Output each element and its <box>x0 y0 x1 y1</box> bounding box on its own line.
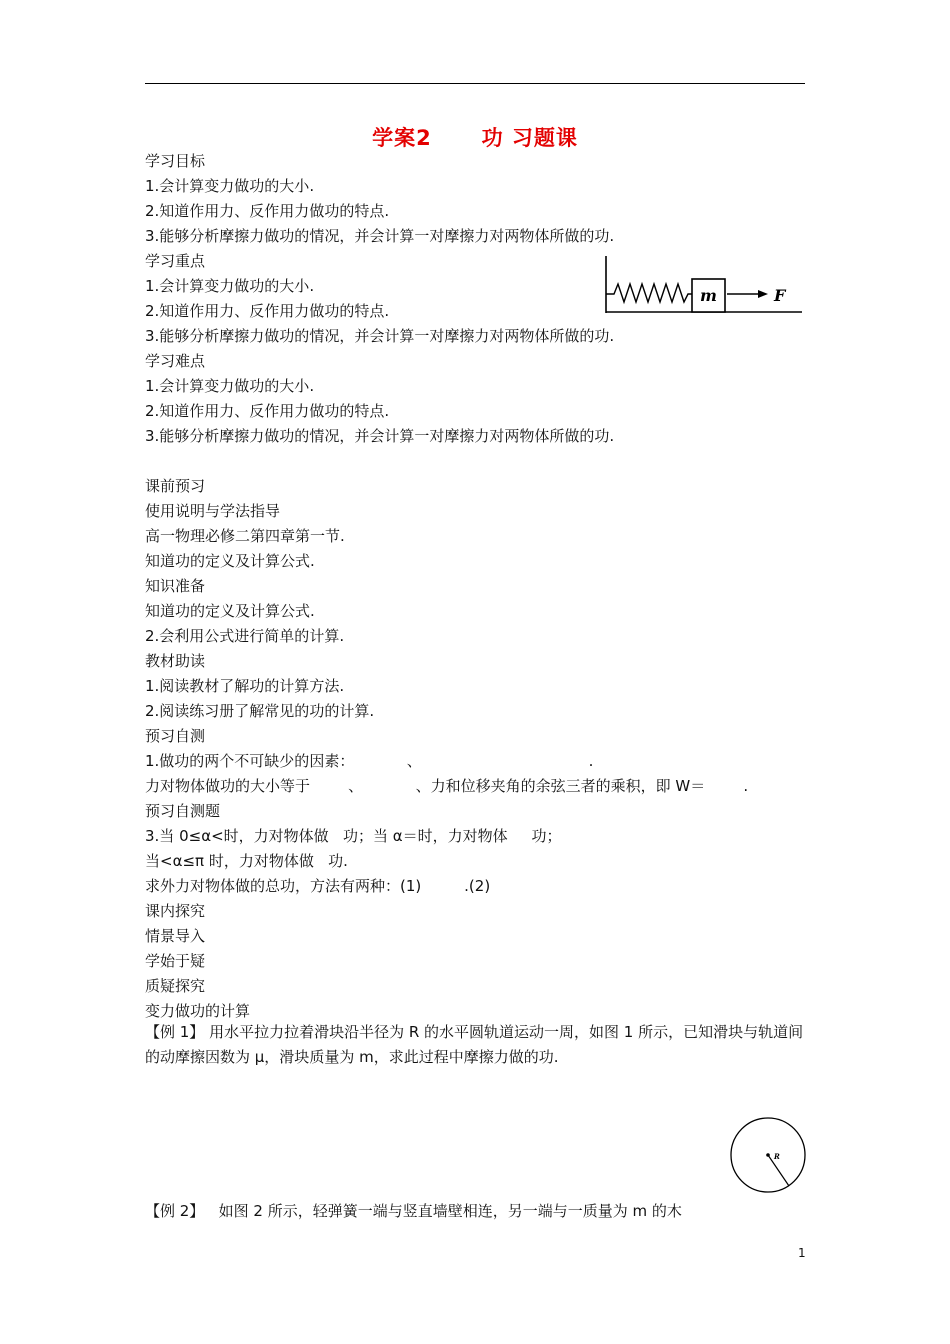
text-line: 学始于疑 <box>145 952 206 970</box>
text-line: 情景导入 <box>145 927 206 945</box>
text-line: 预习自测题 <box>145 802 221 820</box>
list-item: 3.能够分析摩擦力做功的情况，并会计算一对摩擦力对两物体所做的功. <box>145 227 615 245</box>
text-line: 2.阅读练习册了解常见的功的计算. <box>145 702 375 720</box>
page-title: 学案2 功 习题课 <box>372 126 578 150</box>
list-item: 2.知道作用力、反作用力做功的特点. <box>145 302 390 320</box>
text-line: 课内探究 <box>145 902 206 920</box>
text-line: 知识准备 <box>145 577 206 595</box>
example-1: 【例 1】 用水平拉力拉着滑块沿半径为 R 的水平圆轨道运动一周，如图 1 所示，已知滑块与轨道间的动摩擦因数为 μ，滑块质量为 m，求此过程中摩擦力做的功. <box>145 1023 804 1066</box>
list-item: 2.知道作用力、反作用力做功的特点. <box>145 402 390 420</box>
radius-label: R <box>774 1152 780 1161</box>
spring-block-figure <box>600 252 810 318</box>
section-heading: 学习目标 <box>145 152 206 170</box>
text-line: 2.会利用公式进行简单的计算. <box>145 627 345 645</box>
text-line: 3.当 0≤α<时，力对物体做 功；当 α＝时，力对物体 功； <box>145 827 562 845</box>
text-line: 1.做功的两个不可缺少的因素： 、 . <box>145 752 594 770</box>
list-item: 3.能够分析摩擦力做功的情况，并会计算一对摩擦力对两物体所做的功. <box>145 327 615 345</box>
list-item: 1.会计算变力做功的大小. <box>145 377 315 395</box>
text-line: 求外力对物体做的总功，方法有两种：(1) .(2) <box>145 877 491 895</box>
text-line: 预习自测 <box>145 727 206 745</box>
text-line: 教材助读 <box>145 652 206 670</box>
list-item: 2.知道作用力、反作用力做功的特点. <box>145 202 390 220</box>
force-label: F <box>774 286 786 305</box>
text-line: 当<α≤π 时，力对物体做 功. <box>145 852 348 870</box>
text-line: 变力做功的计算 <box>145 1002 251 1020</box>
text-line: 知道功的定义及计算公式. <box>145 552 315 570</box>
example-2: 【例 2】 如图 2 所示，轻弹簧一端与竖直墙壁相连，另一端与一质量为 m 的木 <box>145 1202 682 1220</box>
text-line: 知道功的定义及计算公式. <box>145 602 315 620</box>
list-item: 1.会计算变力做功的大小. <box>145 177 315 195</box>
text-line: 使用说明与学法指导 <box>145 502 281 520</box>
text-line: 力对物体做功的大小等于 、 、力和位移夹角的余弦三者的乘积，即 W＝ . <box>145 777 749 795</box>
text-line: 质疑探究 <box>145 977 206 995</box>
force-arrow-head <box>758 290 768 298</box>
page-number: 1 <box>798 1246 806 1260</box>
circular-track-figure <box>728 1117 810 1193</box>
section-heading: 学习难点 <box>145 352 206 370</box>
header-rule <box>145 83 805 84</box>
section-heading: 课前预习 <box>145 477 206 495</box>
list-item: 1.会计算变力做功的大小. <box>145 277 315 295</box>
text-line: 高一物理必修二第四章第一节. <box>145 527 345 545</box>
list-item: 3.能够分析摩擦力做功的情况，并会计算一对摩擦力对两物体所做的功. <box>145 427 615 445</box>
text-line: 1.阅读教材了解功的计算方法. <box>145 677 345 695</box>
mass-label: m <box>700 286 717 305</box>
spring-coil <box>606 284 692 302</box>
section-heading: 学习重点 <box>145 252 206 270</box>
